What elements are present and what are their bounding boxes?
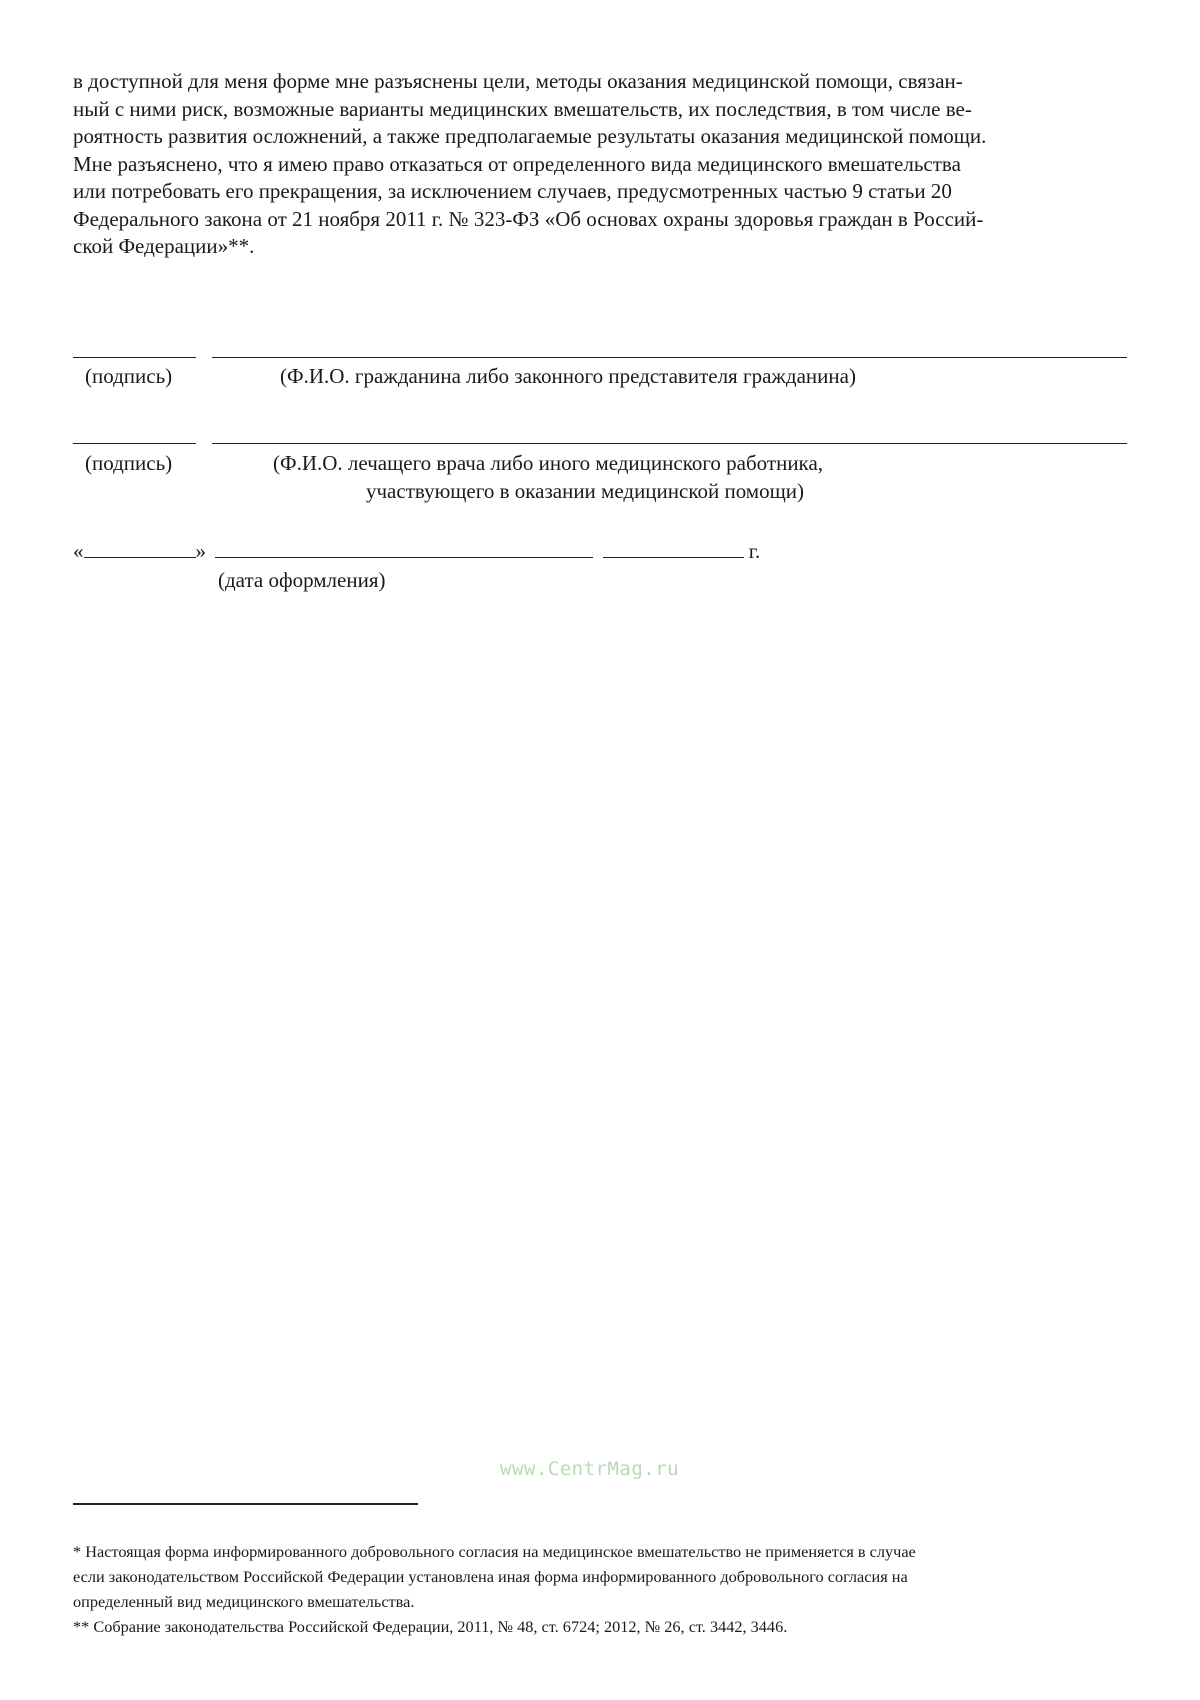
citizen-name-label: (Ф.И.О. гражданина либо законного представителя гражданина) bbox=[280, 364, 856, 388]
doctor-name-line bbox=[212, 443, 1127, 444]
footnote-divider bbox=[73, 1503, 418, 1505]
doctor-name-label-line1: (Ф.И.О. лечащего врача либо иного медицинского работника, bbox=[273, 451, 824, 475]
paragraph-line: или потребовать его прекращения, за исключением случаев, предусмотренных частью 9 статьи 20 bbox=[73, 179, 952, 203]
footnote-line: * Настоящая форма информированного добровольного согласия на медицинское вмешательство не применяется в случае bbox=[73, 1542, 916, 1561]
date-label: (дата оформления) bbox=[218, 568, 386, 592]
doctor-name-label-line2: участвующего в оказании медицинской помощи) bbox=[366, 479, 804, 503]
year-suffix: г. bbox=[748, 539, 761, 563]
paragraph-line: роятность развития осложнений, а также предполагаемые результаты оказания медицинской помощи. bbox=[73, 124, 987, 148]
paragraph-line: ный с ними риск, возможные варианты медицинских вмешательств, их последствия, в том числе ве- bbox=[73, 96, 972, 121]
citizen-signature-line bbox=[73, 357, 196, 358]
date-close-quote: » bbox=[195, 539, 206, 563]
date-row bbox=[73, 538, 760, 564]
month-blank bbox=[215, 539, 593, 558]
paragraph-line: Федерального закона от 21 ноября 2011 г. № 323-ФЗ «Об основах охраны здоровья граждан в Россий- bbox=[73, 206, 984, 231]
day-blank bbox=[84, 539, 196, 558]
footnote-line: если законодательством Российской Федерации установлена иная форма информированного добровольного согласия на bbox=[73, 1567, 908, 1586]
date-open-quote: « bbox=[73, 539, 84, 563]
doctor-signature-label: (подпись) bbox=[85, 451, 173, 475]
watermark: www.CentrMag.ru bbox=[500, 1458, 680, 1480]
footnote-line: определенный вид медицинского вмешательства. bbox=[73, 1592, 415, 1611]
consent-paragraph bbox=[73, 68, 1135, 261]
year-blank bbox=[603, 539, 744, 558]
paragraph-line: ской Федерации»**. bbox=[73, 234, 255, 258]
citizen-signature-label: (подпись) bbox=[85, 364, 173, 388]
footnote-line: ** Собрание законодательства Российской Федерации, 2011, № 48, ст. 6724; 2012, № 26, ст. 3442, 3446. bbox=[73, 1617, 788, 1636]
paragraph-line: в доступной для меня форме мне разъяснены цели, методы оказания медицинской помощи, связан- bbox=[73, 69, 963, 93]
doctor-signature-line bbox=[73, 443, 196, 444]
paragraph-line: Мне разъяснено, что я имею право отказаться от определенного вида медицинского вмешательства bbox=[73, 151, 961, 176]
footnotes bbox=[73, 1539, 1135, 1639]
citizen-name-line bbox=[212, 357, 1127, 358]
